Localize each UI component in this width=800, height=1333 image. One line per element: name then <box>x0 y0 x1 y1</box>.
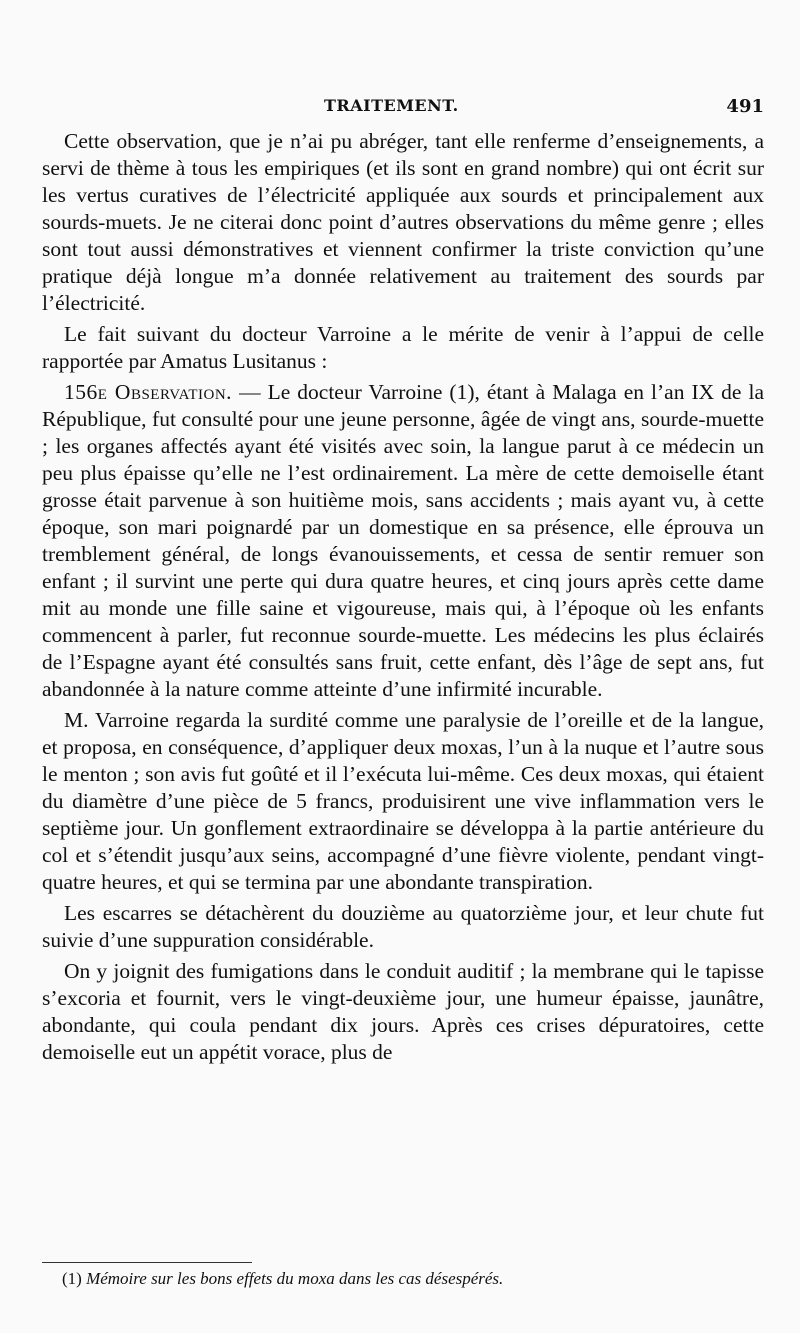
page-number: 491 <box>726 96 764 117</box>
footnote-rule <box>42 1262 252 1263</box>
page-header <box>42 96 770 122</box>
body-text <box>42 128 764 1070</box>
footnote-marker: (1) <box>62 1269 82 1288</box>
paragraph-5: Les escarres se détachèrent du douzième au quatorzième jour, et leur chute fut suivie d’une suppuration considérable. <box>42 901 764 952</box>
observation-paragraph <box>42 379 764 703</box>
running-title: TRAITEMENT. <box>324 96 459 115</box>
paragraph-2: Le fait suivant du docteur Varroine a le mérite de venir à l’appui de celle rapportée par Amatus Lusitanus : <box>42 322 764 373</box>
observation-text: — Le docteur Varroine (1), étant à Malaga en l’an IX de la République, fut consulté pour une jeune personne, âgée de vingt ans, sourde-muette ; les organes affectés ayant été visités avec soin, la langue parut à ce médecin un peu plus épaisse qu’elle ne l’est ordinairement. La mère de cette demoiselle étant grosse était parvenue à son huitième mois, sans accidents ; mais ayant vu, à cette époque, son mari poignardé par un domestique en sa présence, elle éprouva un tremblement général, de longs évanouissements, et cessa de sentir remuer son enfant ; il survint une perte qui dura quatre heures, et cinq jours après cette dame mit au monde une fille saine et vigoureuse, mais qui, à l’époque où les enfants commencent à parler, fut reconnue sourde-muette. Les médecins les plus éclairés de l’Espagne ayant été consultés sans fruit, cette enfant, dès l’âge de sept ans, fut abandonnée à la nature comme atteinte d’une infirmité incurable. <box>42 380 764 701</box>
paragraph-6: On y joignit des fumigations dans le conduit auditif ; la membrane qui le tapisse s’excoria et fournit, vers le vingt-deuxième jour, une humeur épaisse, jaunâtre, abondante, qui coula pendant dix jours. Après ces crises dépuratoires, cette demoiselle eut un appétit vorace, plus de <box>42 959 764 1064</box>
paragraph-4: M. Varroine regarda la surdité comme une paralysie de l’oreille et de la langue, et proposa, en conséquence, d’appliquer deux moxas, l’un à la nuque et l’autre sous le menton ; son avis fut goûté et il l’exécuta lui-même. Ces deux moxas, qui étaient du diamètre d’une pièce de 5 francs, produisirent une vive inflammation vers le septième jour. Un gonflement extraordinaire se développa à la partie antérieure du col et s’étendit jusqu’aux seins, accompagné d’une fièvre violente, pendant vingt-quatre heures, et qui se termina par une abondante transpiration. <box>42 708 764 894</box>
footnote-text: Mémoire sur les bons effets du moxa dans les cas désespérés. <box>86 1269 504 1288</box>
paragraph-1: Cette observation, que je n’ai pu abréger, tant elle renferme d’enseignements, a servi de thème à tous les empiriques (et ils sont en grand nombre) qui ont écrit sur les vertus curatives de l’électricité appliquée aux sourds et principalement aux sourds-muets. Je ne citerai donc point d’autres observations du même genre ; elles sont tout aussi démonstratives et viennent confirmer la triste conviction qu’une pratique déjà longue m’a donnée relativement au traitement des sourds par l’électricité. <box>42 129 764 315</box>
observation-heading: 156e Observation. <box>64 380 233 404</box>
footnote <box>62 1268 762 1290</box>
